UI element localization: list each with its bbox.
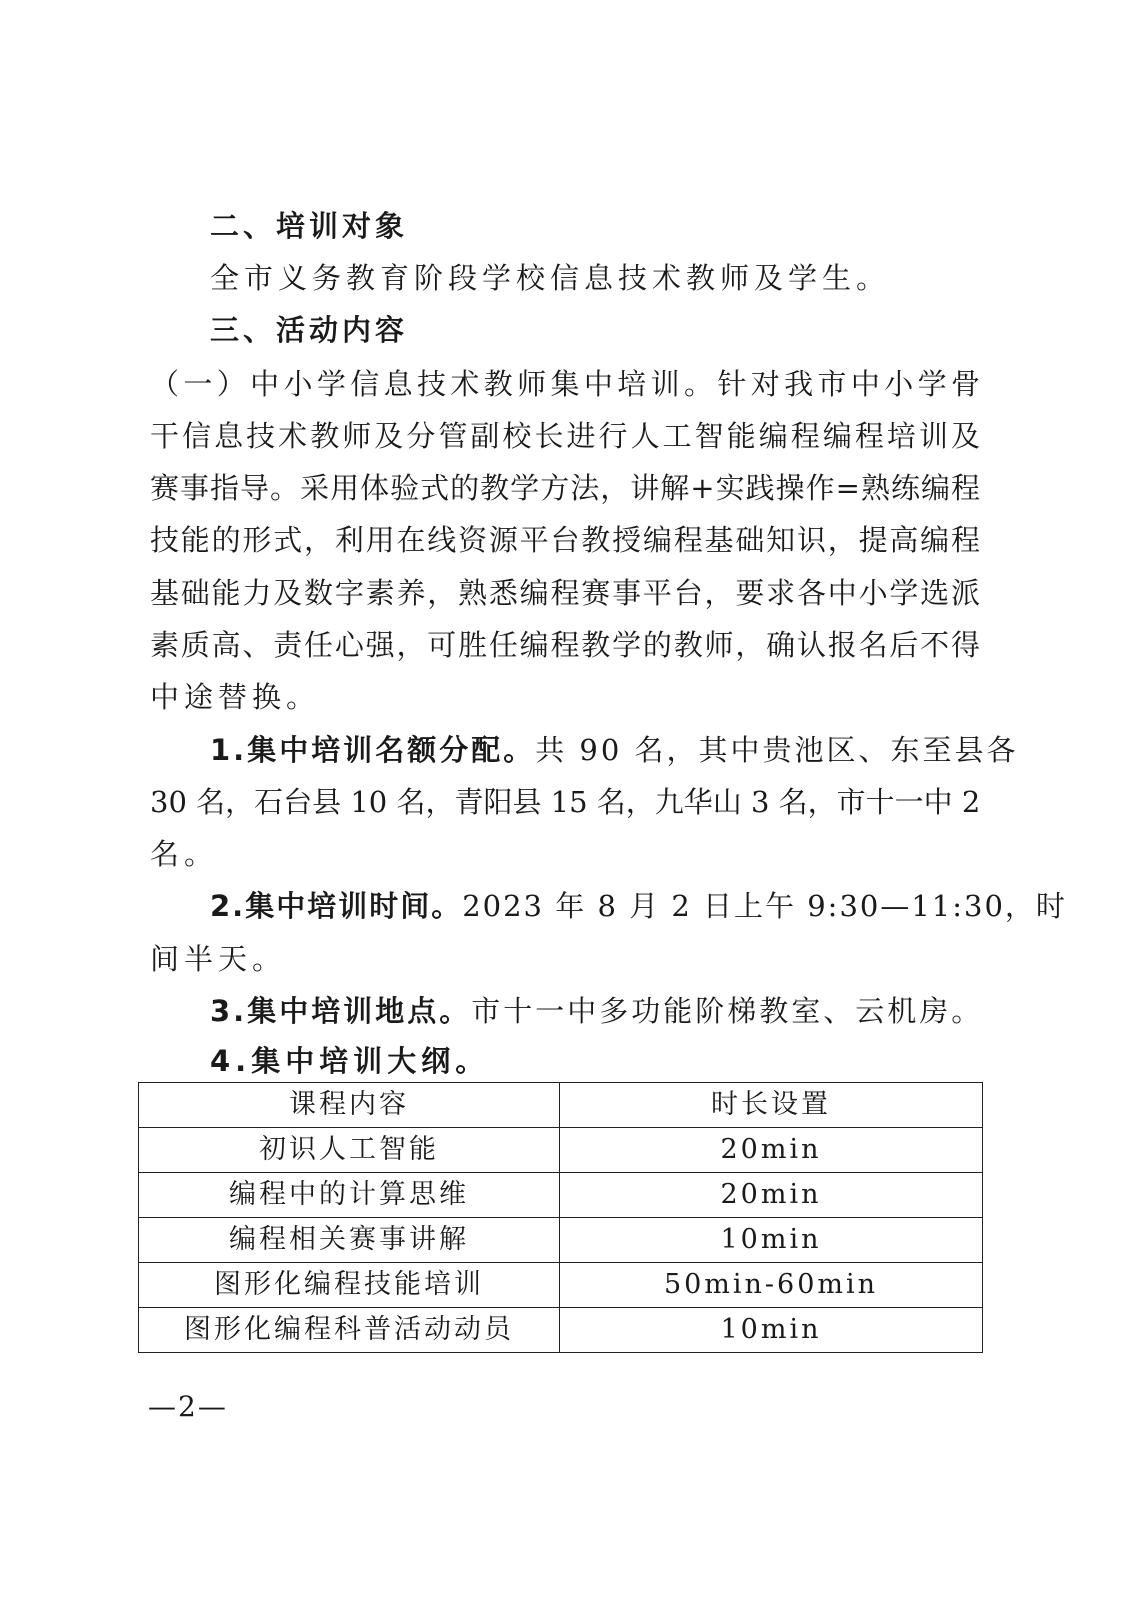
table-cell-course: 图形化编程技能培训 (139, 1263, 560, 1308)
table-row (139, 1263, 983, 1308)
paragraph-line: 技能的形式，利用在线资源平台教授编程基础知识，提高编程 (150, 523, 980, 557)
table-cell-course: 编程相关赛事讲解 (139, 1218, 560, 1263)
section-heading-activity-content: 三、活动内容 (210, 313, 409, 347)
table-cell-duration: 10min (560, 1218, 983, 1263)
table-row (139, 1218, 983, 1263)
table-cell-course: 图形化编程科普活动动员 (139, 1308, 560, 1353)
paragraph-line: （一）中小学信息技术教师集中培训。针对我市中小学骨 (150, 367, 980, 401)
paragraph-line: 基础能力及数字素养，熟悉编程赛事平台，要求各中小学选派 (150, 576, 980, 610)
paragraph-line: 赛事指导。采用体验式的教学方法，讲解+实践操作=熟练编程 (150, 471, 980, 505)
table-cell-course: 编程中的计算思维 (139, 1173, 560, 1218)
item-quota-line1 (210, 730, 1019, 770)
item-location-text: 市十一中多功能阶梯教室、云机房。 (471, 994, 984, 1028)
item-time-line2: 间半天。 (150, 942, 287, 976)
training-outline-table (138, 1082, 983, 1353)
table-cell-duration: 20min (560, 1173, 983, 1218)
item-time-line1 (210, 886, 1067, 926)
table-header-duration: 时长设置 (560, 1083, 983, 1128)
table-row (139, 1173, 983, 1218)
item-quota-text: 共 90 名，其中贵池区、东至县各 (535, 733, 1019, 767)
item-quota-line3: 名。 (150, 837, 219, 871)
item-time-label: 2.集中培训时间。 (210, 889, 463, 923)
table-cell-duration: 50min-60min (560, 1263, 983, 1308)
paragraph-line: 素质高、责任心强，可胜任编程教学的教师，确认报名后不得 (150, 628, 980, 662)
paragraph-line: 中途替换。 (150, 680, 321, 714)
item-outline-label: 4.集中培训大纲。 (210, 1044, 490, 1078)
table-row (139, 1308, 983, 1353)
table-header-row (139, 1083, 983, 1128)
item-location-line (210, 991, 984, 1031)
paragraph-line: 干信息技术教师及分管副校长进行人工智能编程编程培训及 (150, 419, 980, 453)
table-row (139, 1128, 983, 1173)
table-cell-duration: 20min (560, 1128, 983, 1173)
item-time-text: 2023 年 8 月 2 日上午 9:30—11:30，时 (462, 889, 1067, 923)
table-cell-duration: 10min (560, 1308, 983, 1353)
section-heading-training-targets: 二、培训对象 (210, 209, 409, 243)
training-targets-text: 全市义务教育阶段学校信息技术教师及学生。 (210, 261, 891, 295)
item-quota-label: 1.集中培训名额分配。 (210, 733, 536, 767)
item-quota-line2: 30 名，石台县 10 名，青阳县 15 名，九华山 3 名，市十一中 2 (150, 785, 981, 819)
table-header-course: 课程内容 (139, 1083, 560, 1128)
table-cell-course: 初识人工智能 (139, 1128, 560, 1173)
page-number: —2— (148, 1390, 228, 1423)
item-location-label: 3.集中培训地点。 (210, 994, 472, 1028)
item-outline-line (210, 1041, 980, 1081)
